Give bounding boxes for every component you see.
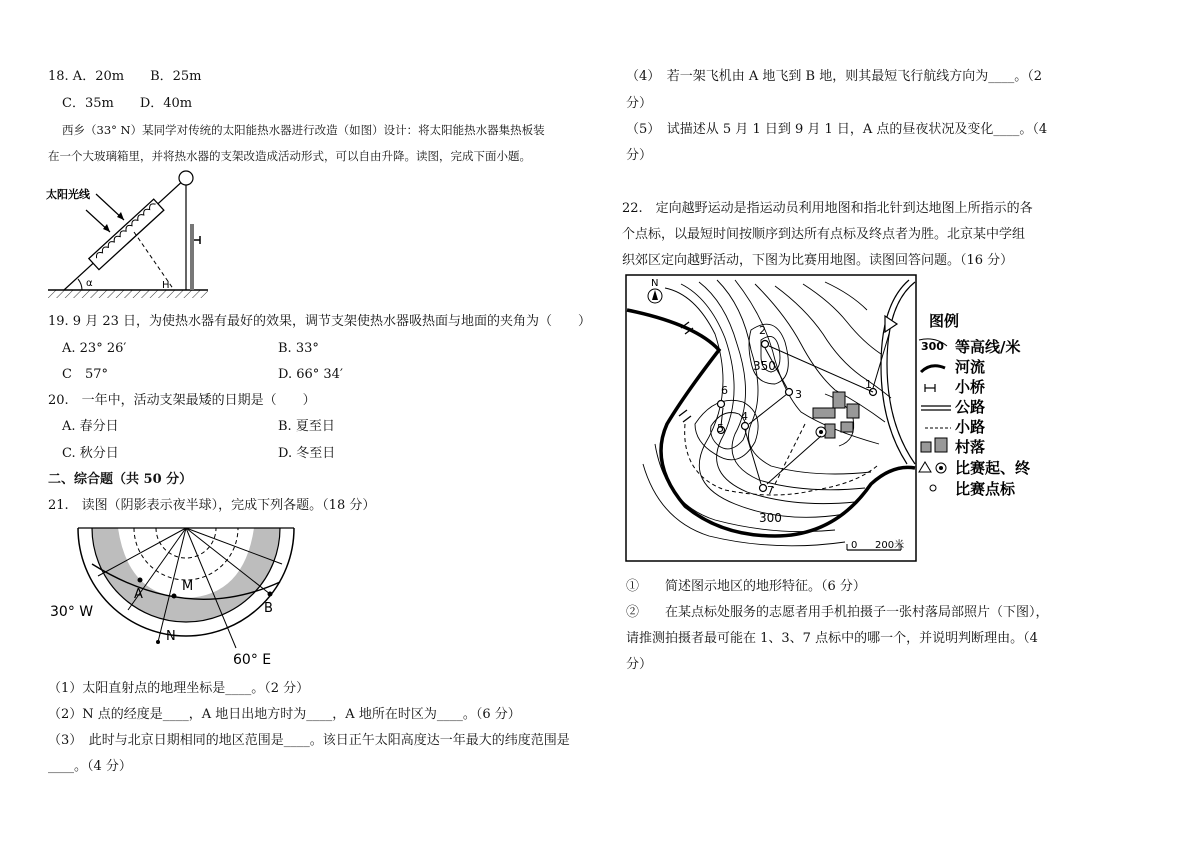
intro-line2: 在一个大玻璃箱里，并将热水器的支架改造成活动形式，可以自由升降。读图，完成下面小题。 [48, 149, 531, 163]
q20-option-d: D. 冬至日 [278, 446, 336, 461]
half-globe-figure [48, 524, 298, 670]
contour-300-label: 300 [759, 511, 782, 525]
point-4-label: 4 [741, 410, 748, 423]
q19-option-a: A. 23° 26′ [62, 341, 127, 356]
q21-3b: ____。（4 分） [48, 759, 132, 774]
q18-line1: 18. A．20m B．25m [48, 69, 202, 84]
q22-2a: ② 在某点标处服务的志愿者用手机拍摄子一张村落局部照片（下图）， [626, 605, 1049, 620]
legend-300-label: 300 [921, 340, 944, 353]
point-3-label: 3 [795, 388, 802, 401]
point-m-label: M [182, 579, 194, 594]
q22-2b: 请推测拍摄者最可能在 1、3、7 点标中的哪一个，并说明判断理由。（4 [626, 631, 1038, 646]
contour-350-label: 350 [753, 359, 776, 373]
q18-line2: C．35m D．40m [62, 96, 193, 111]
q22-line2: 个点标，以最短时间按顺序到达所有点标及终点者为胜。北京某中学组 [622, 227, 1026, 242]
q19-stem: 19. 9 月 23 日，为使热水器有最好的效果，调节支架使热水器吸热面与地面的夹角为（ ） [48, 314, 592, 329]
h-label: H [162, 280, 170, 291]
point-b-label: B [264, 601, 273, 616]
q20-option-b: B. 夏至日 [278, 419, 335, 434]
q22-line1: 22. 定向越野运动是指运动员利用地图和指北针到达地图上所指示的各 [622, 201, 1033, 216]
q19-option-c: C 57° [62, 367, 108, 382]
legend-road: 公路 [955, 398, 986, 416]
point-7-label: 7 [767, 484, 774, 497]
q19-option-d: D. 66° 34′ [278, 367, 343, 382]
scale-0-label: 0 [851, 540, 858, 551]
point-6-label: 6 [721, 384, 728, 397]
q21-5b: 分） [626, 148, 653, 163]
w30-label: 30° W [50, 604, 94, 620]
q22-2c: 分） [626, 657, 653, 672]
legend-start: 比赛起、终 [955, 459, 1031, 477]
legend-bridge: 小桥 [955, 378, 986, 396]
q20-option-a: A. 春分日 [62, 419, 119, 434]
legend-path: 小路 [955, 418, 986, 436]
q21-stem: 21. 读图（阴影表示夜半球），完成下列各题。（18 分） [48, 498, 376, 513]
e60-label: 60° E [233, 652, 272, 668]
section2-heading: 二、综合题（共 50 分） [48, 472, 193, 487]
q22-1: ① 简述图示地区的地形特征。（6 分） [626, 579, 866, 594]
scale-200-label: 200米 [875, 540, 905, 551]
alpha-label: α [86, 278, 93, 289]
point-a-label: A [134, 587, 143, 602]
q21-4b: 分） [626, 96, 653, 111]
sunlight-label: 太阳光线 [46, 188, 90, 201]
orienteering-map [625, 274, 1045, 564]
q19-option-b: B. 33° [278, 341, 319, 356]
q21-1: （1）太阳直射点的地理坐标是____。（2 分） [48, 681, 310, 696]
legend-village: 村落 [955, 438, 986, 456]
intro-line1: 西乡（33° N）某同学对传统的太阳能热水器进行改造（如图）设计：将太阳能热水器集热板装 [62, 123, 545, 137]
legend-point: 比赛点标 [955, 480, 1016, 498]
q21-3a: （3） 此时与北京日期相同的地区范围是____。该日正午太阳高度达一年最大的纬度范围是 [48, 733, 570, 748]
point-1-label: 1 [865, 378, 872, 391]
q21-5a: （5） 试描述从 5 月 1 日到 9 月 1 日，A 点的昼夜状况及变化____。（4 [626, 122, 1048, 137]
q20-stem: 20. 一年中，活动支架最矮的日期是（ ） [48, 393, 316, 408]
q21-2: （2）N 点的经度是____，A 地日出地方时为____，A 地所在时区为____。（6 分） [48, 707, 521, 722]
legend-contour: 等高线/米 [955, 338, 1021, 356]
q22-line3: 织郊区定向越野活动，下图为比赛用地图。读图回答问题。（16 分） [622, 253, 1014, 268]
q20-option-c: C. 秋分日 [62, 446, 119, 461]
legend-title: 图例 [929, 312, 960, 330]
north-label: N [651, 278, 659, 289]
legend-river: 河流 [955, 358, 986, 376]
point-2-label: 2 [759, 324, 766, 337]
q21-4a: （4） 若一架飞机由 A 地飞到 B 地，则其最短飞行航线方向为____。（2 [626, 69, 1043, 84]
solar-heater-figure [44, 166, 214, 302]
point-5-label: 5 [717, 422, 724, 435]
point-n-label: N [166, 629, 176, 644]
